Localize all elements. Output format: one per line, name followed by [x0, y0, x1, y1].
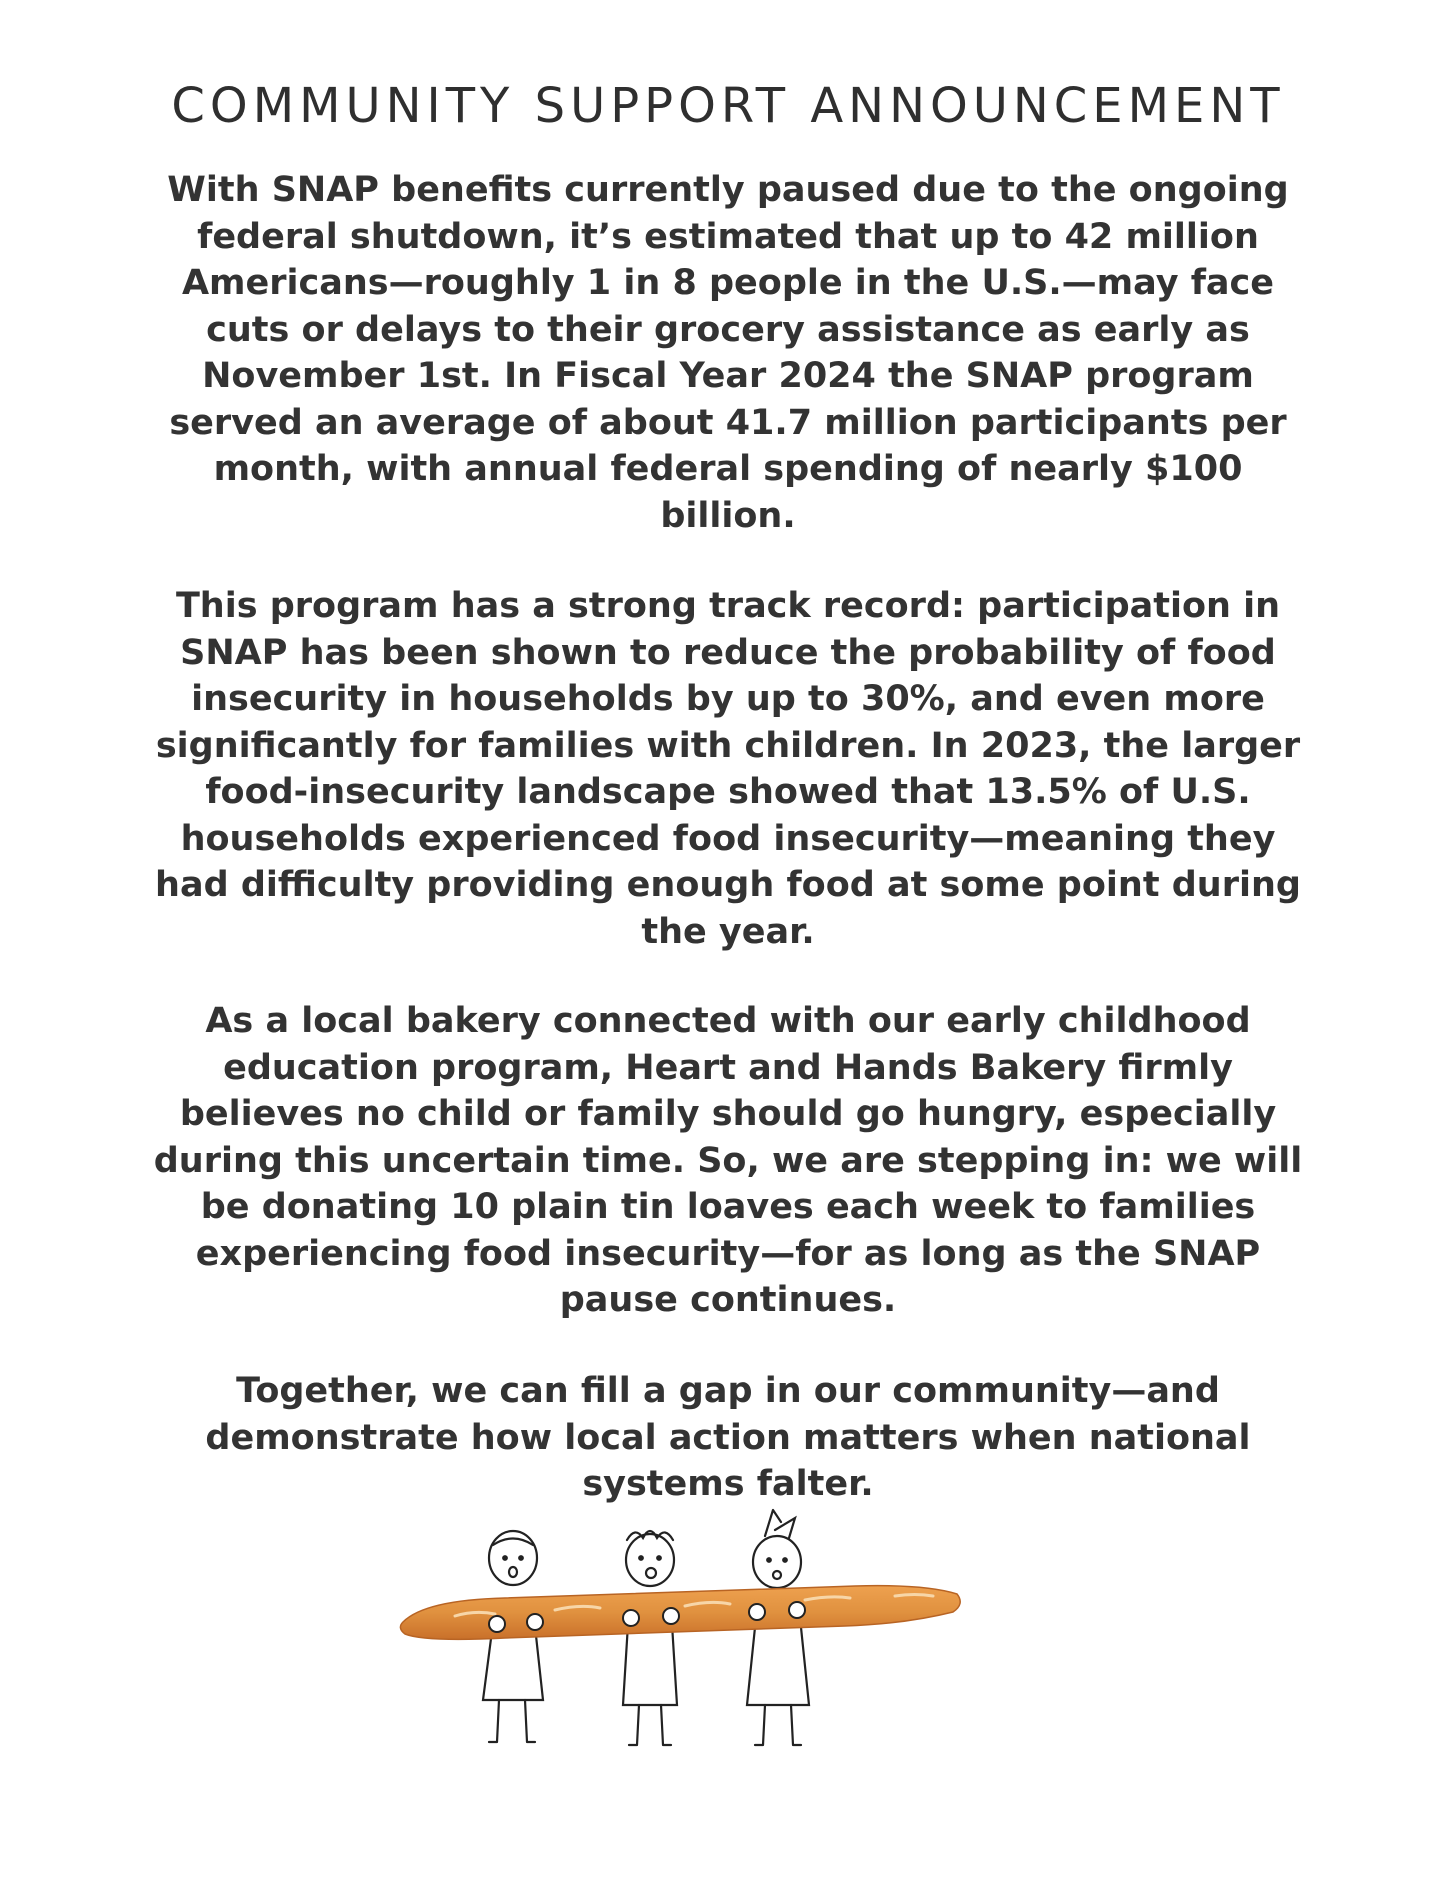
paragraph-snap-pause: With SNAP benefits currently paused due to the ongoing federal shutdown, it’s estimated that up to 42 million Americans—roughly 1 in 8 people in the U.S.—may face cuts or delays to their grocery assistance as early as November 1st. In Fiscal Year 2024 the SNAP program served an average of about 41.7 million participants per month, with annual federal spending of nearly $100 billion. — [167, 170, 1289, 536]
paragraph-track-record: This program has a strong track record: participation in SNAP has been shown to reduce the probability of food insecurity in households by up to 30%, and even more significantly for families with children. In 2023, the larger food-insecurity landscape showed that 13.5% of U.S. households experienced food insecurity—meaning they had difficulty providing enough food at some point during the year. — [155, 586, 1301, 952]
paragraph-bakery-donation: As a local bakery connected with our early childhood education program, Heart and Hands Bakery firmly believes no child or family should go hungry, especially during this uncertain time. So, we are stepping in: we will be donating 10 plain tin loaves each week to families experiencing food insecurity—for as long as the SNAP pause continues. — [153, 1001, 1303, 1320]
baguette-icon — [400, 1586, 960, 1640]
child-middle-figure — [623, 1531, 677, 1745]
page-title: COMMUNITY SUPPORT ANNOUNCEMENT — [171, 78, 1285, 134]
children-carrying-baguette-drawing — [385, 1500, 985, 1780]
paragraph-together: Together, we can fill a gap in our community—and demonstrate how local action matters when national systems falter. — [205, 1371, 1251, 1504]
